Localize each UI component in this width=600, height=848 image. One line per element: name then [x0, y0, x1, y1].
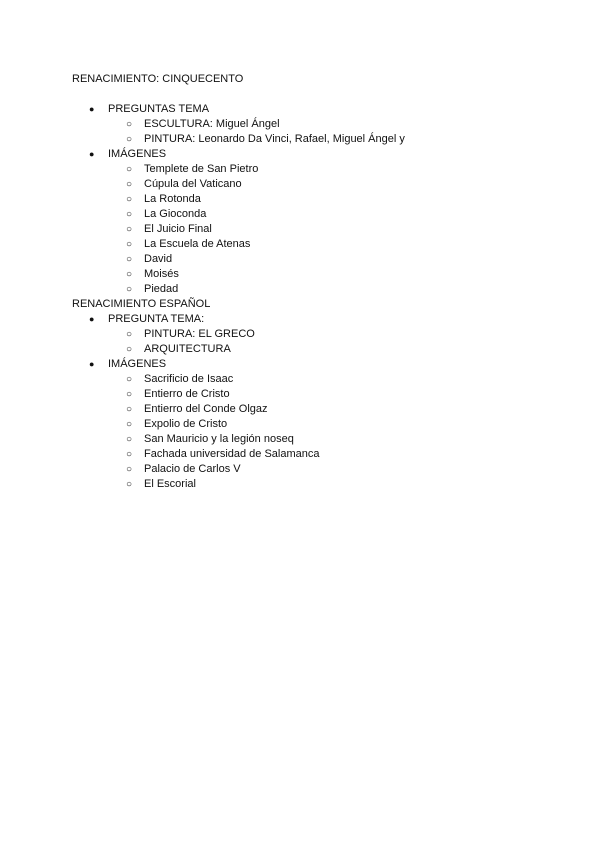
- list-item: [72, 102, 542, 147]
- hollow-bullet-icon: ○: [126, 224, 133, 235]
- sub-list-item: [72, 177, 542, 192]
- sub-item-text: Templete de San Pietro: [144, 163, 259, 175]
- group-label: IMÁGENES: [108, 148, 167, 160]
- sub-list-item: [72, 432, 542, 447]
- filled-bullet-icon: ●: [89, 314, 95, 324]
- document-body: [72, 72, 542, 492]
- sub-item-text: Sacrificio de Isaac: [144, 373, 234, 385]
- hollow-bullet-icon: ○: [126, 374, 133, 385]
- section-list-renacimiento-espanol: [72, 312, 542, 492]
- list-item: [72, 147, 542, 297]
- sub-list-item: [72, 417, 542, 432]
- sub-list: [72, 162, 542, 297]
- sub-item-text: Palacio de Carlos V: [144, 463, 241, 475]
- sub-item-text: Entierro del Conde Olgaz: [144, 403, 268, 415]
- sub-item-text: PINTURA: Leonardo Da Vinci, Rafael, Miguel Ángel y: [144, 133, 405, 145]
- hollow-bullet-icon: ○: [126, 179, 133, 190]
- sub-list-item: [72, 327, 542, 342]
- sub-list-item: [72, 237, 542, 252]
- sub-item-text: Expolio de Cristo: [144, 418, 228, 430]
- hollow-bullet-icon: ○: [126, 134, 133, 145]
- section-list-cinquecento: [72, 102, 542, 297]
- sub-list-item: [72, 117, 542, 132]
- sub-list-item: [72, 387, 542, 402]
- sub-list-item: [72, 402, 542, 417]
- sub-list: [72, 372, 542, 492]
- hollow-bullet-icon: ○: [126, 389, 133, 400]
- hollow-bullet-icon: ○: [126, 479, 133, 490]
- sub-item-text: ARQUITECTURA: [144, 343, 231, 355]
- hollow-bullet-icon: ○: [126, 329, 133, 340]
- sub-list-item: [72, 207, 542, 222]
- sub-list-item: [72, 267, 542, 282]
- sub-item-text: PINTURA: EL GRECO: [144, 328, 255, 340]
- sub-item-text: Piedad: [144, 283, 179, 295]
- sub-item-text: Cúpula del Vaticano: [144, 178, 242, 190]
- group-label: IMÁGENES: [108, 358, 167, 370]
- hollow-bullet-icon: ○: [126, 269, 133, 280]
- sub-list-item: [72, 192, 542, 207]
- sub-item-text: Entierro de Cristo: [144, 388, 230, 400]
- sub-item-text: David: [144, 253, 173, 265]
- sub-item-text: ESCULTURA: Miguel Ángel: [144, 118, 280, 130]
- sub-list-item: [72, 252, 542, 267]
- blank-line: [72, 87, 542, 102]
- list-item: [72, 357, 542, 492]
- sub-list-item: [72, 342, 542, 357]
- hollow-bullet-icon: ○: [126, 404, 133, 415]
- section-title-renacimiento-espanol: RENACIMIENTO ESPAÑOL: [72, 298, 211, 310]
- sub-item-text: Fachada universidad de Salamanca: [144, 448, 320, 460]
- hollow-bullet-icon: ○: [126, 344, 133, 355]
- hollow-bullet-icon: ○: [126, 434, 133, 445]
- hollow-bullet-icon: ○: [126, 419, 133, 430]
- sub-list-item: [72, 447, 542, 462]
- hollow-bullet-icon: ○: [126, 464, 133, 475]
- sub-list-item: [72, 372, 542, 387]
- hollow-bullet-icon: ○: [126, 119, 133, 130]
- sub-list: [72, 117, 542, 147]
- filled-bullet-icon: ●: [89, 359, 95, 369]
- sub-item-text: La Gioconda: [144, 208, 207, 220]
- sub-list: [72, 327, 542, 357]
- sub-item-text: Moisés: [144, 268, 179, 280]
- section-title-cinquecento: RENACIMIENTO: CINQUECENTO: [72, 73, 244, 85]
- sub-item-text: La Rotonda: [144, 193, 201, 205]
- hollow-bullet-icon: ○: [126, 164, 133, 175]
- hollow-bullet-icon: ○: [126, 209, 133, 220]
- sub-list-item: [72, 477, 542, 492]
- sub-item-text: El Juicio Final: [144, 223, 212, 235]
- hollow-bullet-icon: ○: [126, 254, 133, 265]
- sub-list-item: [72, 162, 542, 177]
- sub-item-text: La Escuela de Atenas: [144, 238, 251, 250]
- group-label: PREGUNTA TEMA:: [108, 313, 205, 325]
- hollow-bullet-icon: ○: [126, 284, 133, 295]
- sub-item-text: El Escorial: [144, 478, 196, 490]
- filled-bullet-icon: ●: [89, 149, 95, 159]
- hollow-bullet-icon: ○: [126, 239, 133, 250]
- hollow-bullet-icon: ○: [126, 449, 133, 460]
- list-item: [72, 312, 542, 357]
- sub-list-item: [72, 222, 542, 237]
- sub-list-item: [72, 282, 542, 297]
- hollow-bullet-icon: ○: [126, 194, 133, 205]
- sub-list-item: [72, 132, 542, 147]
- sub-list-item: [72, 462, 542, 477]
- filled-bullet-icon: ●: [89, 104, 95, 114]
- group-label: PREGUNTAS TEMA: [108, 103, 210, 115]
- sub-item-text: San Mauricio y la legión noseq: [144, 433, 294, 445]
